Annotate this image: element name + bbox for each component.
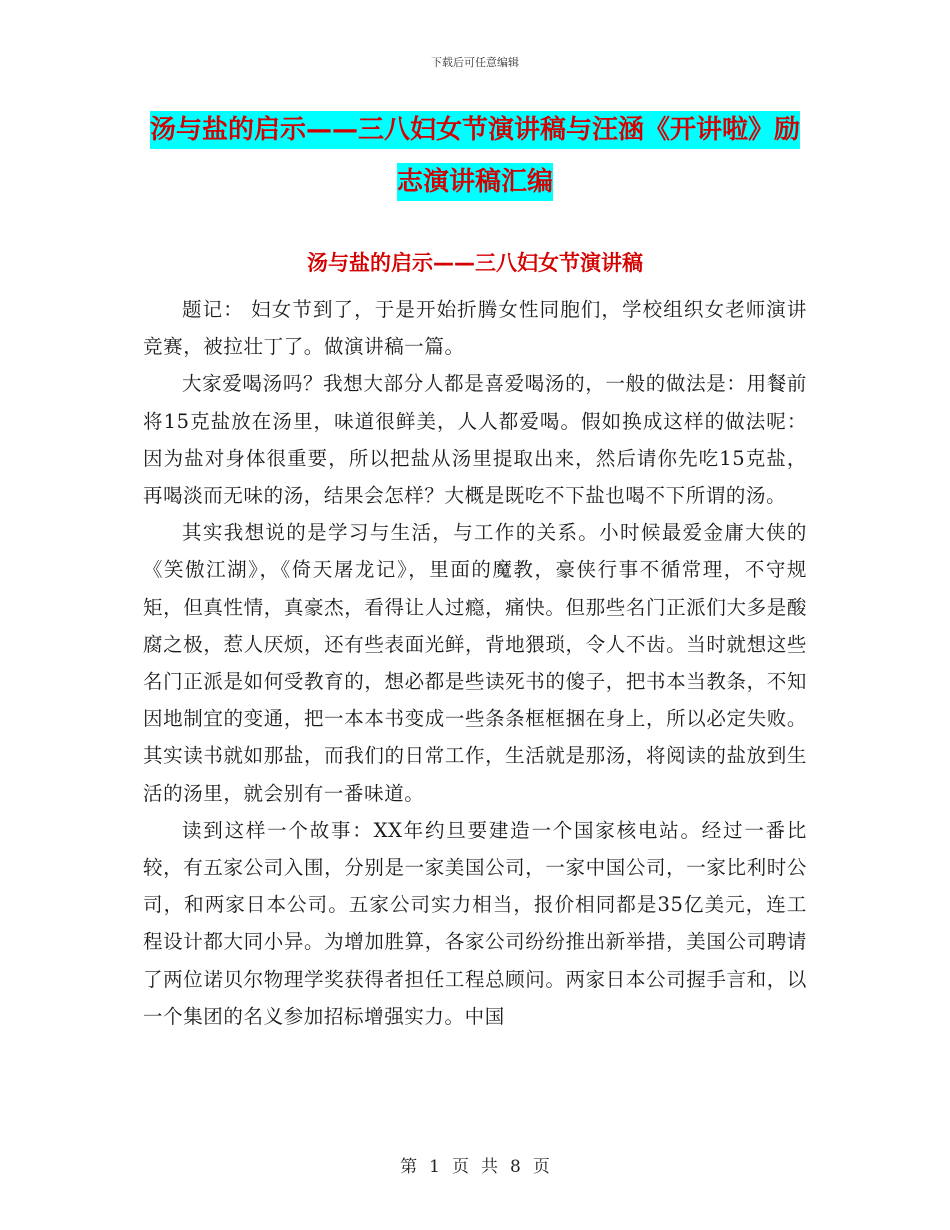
section-title: 汤与盐的启示——三八妇女节演讲稿 xyxy=(307,251,643,275)
footer-label-unit: 页 xyxy=(452,1157,469,1177)
paragraph-1: 题记： 妇女节到了，于是开始折腾女性同胞们，学校组织女老师演讲竞赛，被拉壮丁了。做演讲稿一篇。 xyxy=(143,298,807,359)
paragraph-2: 大家爱喝汤吗？我想大部分人都是喜爱喝汤的，一般的做法是：用餐前将15克盐放在汤里，味道很鲜美，人人都爱喝。假如换成这样的做法呢：因为盐对身体很重要，所以把盐从汤里提取出来，然后请你先吃15克盐，再喝淡而无味的汤，结果会怎样？大概是既吃不下盐也喝不下所谓的汤。 xyxy=(143,372,807,508)
footer-label-page: 第 xyxy=(400,1157,418,1177)
footer-label-total: 共 xyxy=(481,1157,498,1177)
paragraph-4: 读到这样一个故事：XX年约旦要建造一个国家核电站。经过一番比较，有五家公司入围，分别是一家美国公司，一家中国公司，一家比利时公司，和两家日本公司。五家公司实力相当，报价相同都是35亿美元，连工程设计都大同小异。为增加胜算，各家公司纷纷推出新举措，美国公司聘请了两位诺贝尔物理学奖获得者担任工程总顾问。两家日本公司握手言和，以一个集团的名义参加招标增强实力。中国 xyxy=(143,818,807,1028)
footer-total-pages: 8 xyxy=(510,1157,521,1177)
document-title-text: 汤与盐的启示——三八妇女节演讲稿与汪涵《开讲啦》励志演讲稿汇编 xyxy=(150,111,800,201)
document-title xyxy=(145,104,805,208)
page-header-note: 下载后可任意编辑 xyxy=(431,56,519,69)
footer-label-unit2: 页 xyxy=(532,1157,550,1177)
footer-current-page: 1 xyxy=(429,1157,440,1177)
paragraph-3: 其实我想说的是学习与生活，与工作的关系。小时候最爱金庸大侠的《笑傲江湖》，《倚天屠龙记》，里面的魔教，豪侠行事不循常理，不守规矩，但真性情，真豪杰，看得让人过瘾，痛快。但那些名门正派们大多是酸腐之极，惹人厌烦，还有些表面光鲜，背地猥琐，令人不齿。当时就想这些名门正派是如何受教育的，想必都是些读死书的傻子，把书本当教条，不知因地制宜的变通，把一本本书变成一些条条框框捆在身上，所以必定失败。其实读书就如那盐，而我们的日常工作，生活就是那汤，将阅读的盐放到生活的汤里，就会别有一番味道。 xyxy=(143,521,807,805)
body-text xyxy=(143,291,807,1035)
page-footer xyxy=(0,1152,950,1177)
